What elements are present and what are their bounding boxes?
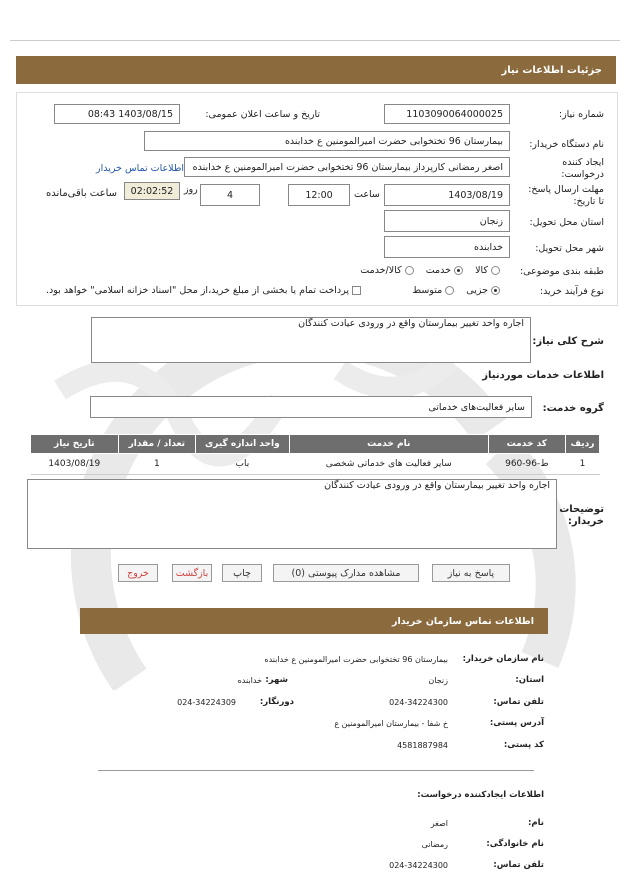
service-group-label: گروه خدمت:: [542, 403, 604, 414]
contact-city-label: شهر:: [265, 675, 288, 685]
table-cell: 1: [565, 454, 599, 475]
contact-divider: [98, 770, 534, 771]
contact-section-title: [80, 608, 548, 634]
contact-title-text: اطلاعات تماس سازمان خریدار: [391, 615, 534, 627]
services-info-title: اطلاعات خدمات موردنیاز: [482, 370, 604, 381]
contact-phone-label: تلفن تماس:: [493, 697, 544, 707]
buyer-notes-label-1: توضیحات: [559, 504, 604, 515]
summary-field: اجاره واحد تغییر بیمارستان واقع در ورودی عیادت کنندگان: [91, 317, 531, 363]
view-attachments-button[interactable]: مشاهده مدارک پیوستی (0): [273, 564, 419, 582]
table-cell: 1403/08/19: [31, 454, 119, 475]
announce-label: تاریخ و ساعت اعلان عمومی:: [205, 109, 320, 120]
table-cell: ط-96-960: [488, 454, 565, 475]
column-header: تاریخ نیاز: [31, 435, 119, 454]
contact-postal-label: کد پستی:: [503, 740, 544, 750]
process-label: نوع فرآیند خرید:: [539, 286, 604, 297]
deadline-time-field: 12:00: [288, 184, 350, 206]
contact-city-value: خدابنده: [237, 676, 262, 685]
contact-address-value: خ شفا - بیمارستان امیرالمومنین ع: [334, 719, 448, 728]
contact-province-value: زنجان: [428, 676, 448, 685]
category-option-goods[interactable]: کالا: [475, 265, 500, 276]
process-option-medium[interactable]: متوسط: [412, 285, 454, 296]
category-option-service[interactable]: خدمت: [426, 265, 463, 276]
radio-icon: [445, 286, 454, 295]
summary-label: شرح کلی نیاز:: [532, 336, 604, 347]
contact-phone-value: 024-34224300: [389, 698, 448, 707]
checkbox-icon[interactable]: [352, 286, 361, 295]
days-label: روز: [184, 184, 198, 195]
table-cell: باب: [195, 454, 289, 475]
payment-note: پرداخت تمام یا بخشی از مبلغ خرید،از محل "اسناد خزانه اسلامی" خواهد بود.: [46, 285, 361, 296]
creator-label-2: درخواست:: [561, 169, 604, 180]
days-field: 4: [200, 184, 260, 206]
creator-phone-value: 024-34224300: [389, 861, 448, 870]
buyer-notes-field: اجاره واحد تغییر بیمارستان واقع در ورودی عیادت کنندگان: [27, 479, 557, 549]
announce-field: 1403/08/15 08:43: [54, 104, 180, 124]
contact-fax-value: 024-34224309: [177, 698, 236, 707]
need-number-label: شماره نیاز:: [558, 109, 604, 120]
table-cell: سایر فعالیت های خدماتی شخصی: [289, 454, 488, 475]
creator-phone-label: تلفن تماس:: [493, 860, 544, 870]
org-name-value: بیمارستان 96 تختخوابی حضرت امیرالمومنین ع خدابنده: [264, 655, 448, 664]
radio-selected-icon: [491, 286, 500, 295]
deadline-date-field: 1403/08/19: [384, 184, 510, 206]
radio-icon: [491, 266, 500, 275]
service-group-field: سایر فعالیت‌های خدماتی: [90, 396, 532, 418]
city-field: خدابنده: [384, 236, 510, 258]
contact-fax-label: دورنگار:: [259, 697, 294, 707]
buyer-contact-link[interactable]: اطلاعات تماس خریدار: [96, 163, 185, 174]
category-option-both[interactable]: کالا/خدمت: [360, 265, 413, 276]
category-label: طبقه بندی موضوعی:: [519, 266, 604, 277]
city-label: شهر محل تحویل:: [535, 243, 604, 254]
column-header: نام خدمت: [289, 435, 488, 454]
column-header: واحد اندازه گیری: [195, 435, 289, 454]
creator-info-title: اطلاعات ایجادکننده درخواست:: [417, 790, 544, 800]
contact-postal-value: 4581887984: [397, 741, 448, 750]
page-title: [16, 56, 616, 84]
need-number-field: 1103090064000025: [384, 104, 510, 124]
contact-address-label: آدرس پستی:: [489, 718, 544, 728]
province-label: استان محل تحویل:: [529, 217, 604, 228]
buyer-notes-label-2: خریدار:: [567, 516, 604, 527]
buyer-org-label: نام دستگاه خریدار:: [529, 139, 604, 150]
time-label: ساعت: [354, 189, 380, 200]
table-row[interactable]: [31, 454, 600, 475]
creator-last-name-label: نام خانوادگی:: [486, 839, 544, 849]
services-table: [30, 434, 600, 475]
contact-province-label: استان:: [515, 675, 544, 685]
creator-last-name-value: رمضانی: [421, 840, 448, 849]
radio-icon: [405, 266, 414, 275]
category-radio-group: [360, 265, 500, 276]
deadline-label-2: تا تاریخ:: [573, 196, 604, 207]
buyer-org-field: بیمارستان 96 تختخوابی حضرت امیرالمومنین ع خدابنده: [144, 131, 510, 151]
column-header: تعداد / مقدار: [118, 435, 195, 454]
table-header-row: [31, 435, 600, 454]
remaining-label: ساعت باقی‌مانده: [46, 188, 118, 199]
remaining-time-field: 02:02:52: [124, 182, 180, 200]
deadline-label-1: مهلت ارسال پاسخ:: [528, 184, 604, 195]
top-divider: [10, 40, 620, 41]
creator-field: اصغر رمضانی کارپرداز بیمارستان 96 تختخوابی حضرت امیرالمومنین ع خدابنده: [184, 157, 510, 177]
creator-first-name-value: اصغر: [430, 819, 448, 828]
exit-button[interactable]: خروج: [118, 564, 158, 582]
process-radio-group: [412, 285, 500, 296]
page-title-text: جزئیات اطلاعات نیاز: [501, 64, 602, 76]
back-button[interactable]: بازگشت: [172, 564, 212, 582]
creator-first-name-label: نام:: [527, 818, 544, 828]
reply-button[interactable]: پاسخ به نیاز: [432, 564, 510, 582]
radio-selected-icon: [454, 266, 463, 275]
column-header: کد خدمت: [488, 435, 565, 454]
org-name-label: نام سازمان خریدار:: [462, 654, 544, 664]
column-header: ردیف: [565, 435, 599, 454]
table-cell: 1: [118, 454, 195, 475]
process-option-minor[interactable]: جزیی: [466, 285, 500, 296]
creator-label-1: ایجاد کننده: [562, 157, 604, 168]
print-button[interactable]: چاپ: [222, 564, 262, 582]
province-field: زنجان: [384, 210, 510, 232]
